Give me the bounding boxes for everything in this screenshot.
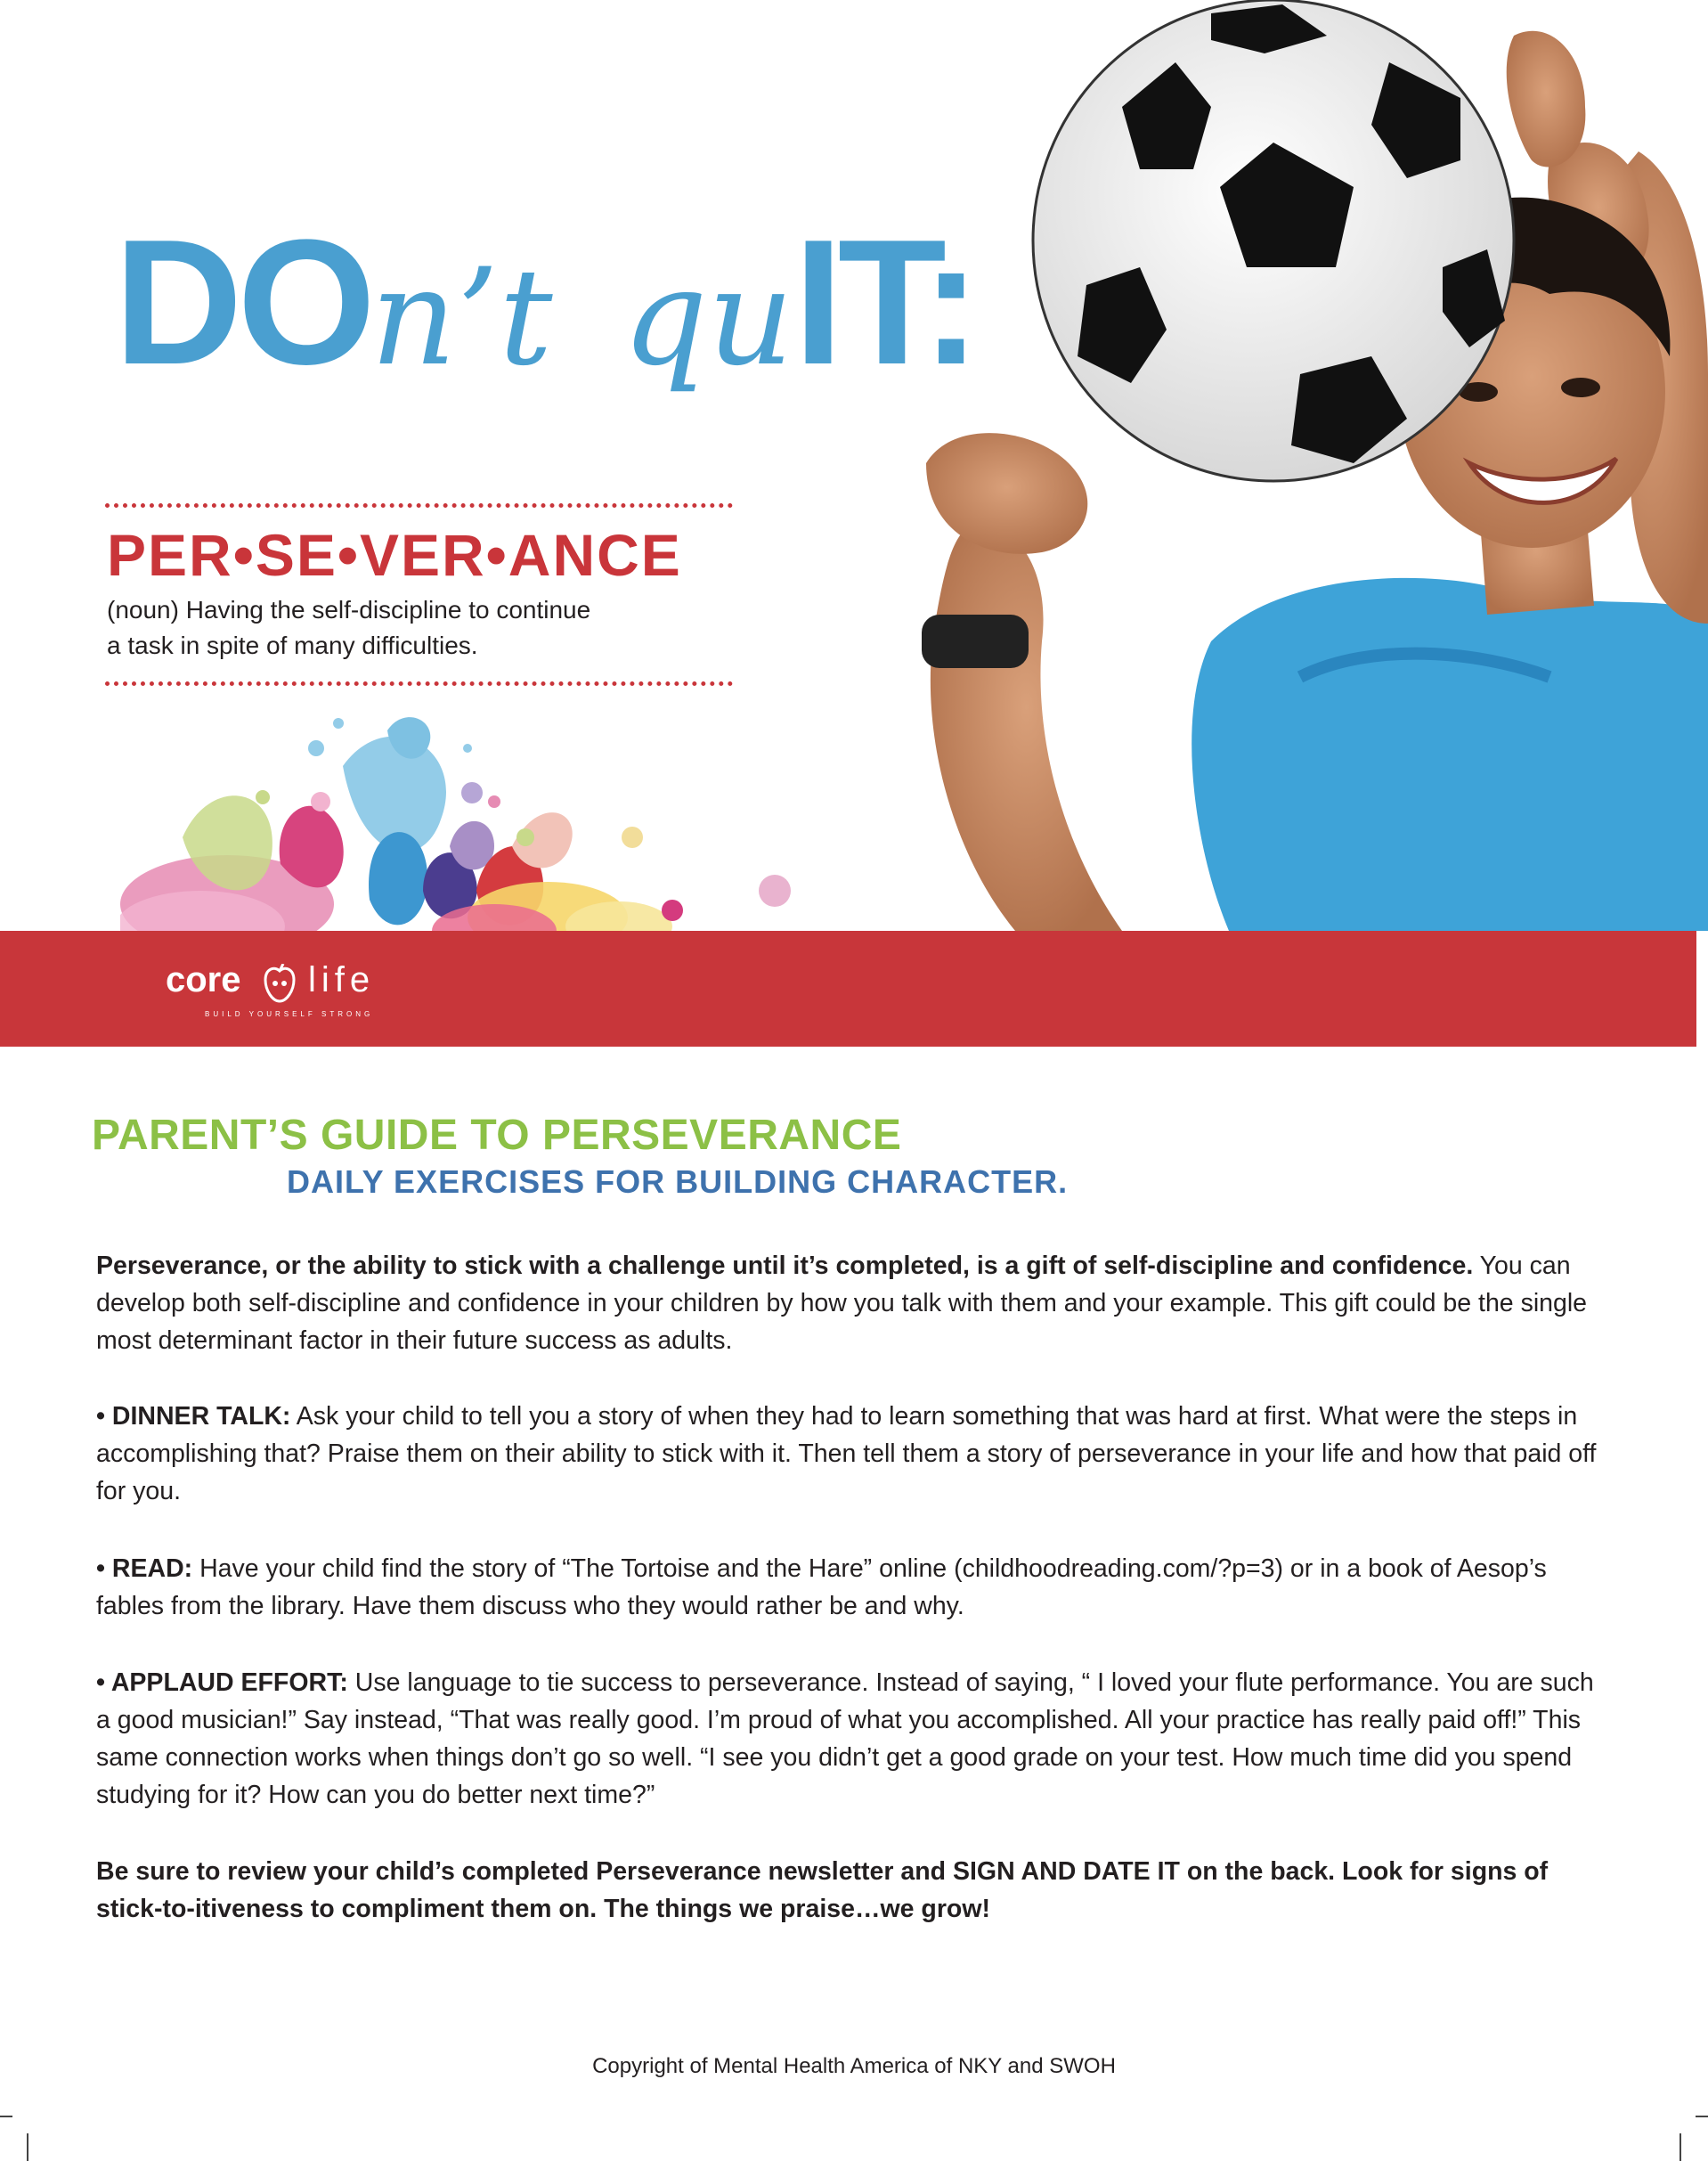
dinner-talk-label: • DINNER TALK:	[96, 1402, 291, 1431]
headline-qu: qu	[622, 241, 794, 396]
crop-mark	[0, 2116, 12, 2117]
headline	[114, 200, 976, 402]
intro-text: You can develop both self-discipline and confidence in your children by how you talk with them and your example. This gift could be the single most determinant factor in their future success as adults.	[96, 1252, 1588, 1355]
color-splash-graphic	[120, 713, 797, 935]
dinner-talk-text: Ask your child to tell you a story of when they had to learn something that was hard at first. What were the steps in accomplishing that? Praise them on their ability to stick with it. Then tell them a story of perseverance in your life and how that paid off for you.	[96, 1402, 1597, 1505]
dotted-divider-bottom	[105, 681, 733, 686]
crop-mark	[1696, 2116, 1708, 2117]
intro-paragraph	[96, 1247, 1610, 1359]
guide-title: PARENT’S GUIDE TO PERSEVERANCE	[92, 1112, 902, 1159]
headline-it: IT:	[793, 203, 976, 402]
applaud-effort-text: Use language to tie success to perseverance. Instead of saying, “ I loved your flute performance. You are such a good musician!” Say instead, “That was really good. I’m proud of what you accomplished. All your practice has really paid off!” This same connection works when things don’t go so well. “I see you didn’t get a good grade on your test. How much time did you spend studying for it? How can you do better next time?”	[96, 1668, 1594, 1809]
apple-core-icon	[262, 964, 297, 1005]
dinner-talk-paragraph	[96, 1398, 1610, 1510]
headline-nt: n’t	[370, 241, 553, 396]
logo-core-text: core	[166, 960, 241, 999]
definition-line-2: a task in spite of many difficulties.	[107, 632, 478, 659]
definition-line-1: (noun) Having the self-discipline to continue	[107, 596, 591, 624]
logo-life-text: life	[308, 960, 376, 999]
read-text: Have your child find the story of “The Tortoise and the Hare” online (childhoodreading.com/?p=3) or in a book of Aesop’s fables from the library. Have them discuss who they would rather be and why.	[96, 1554, 1547, 1620]
read-paragraph	[96, 1550, 1610, 1625]
applaud-effort-label: • APPLAUD EFFORT:	[96, 1668, 348, 1697]
applaud-effort-paragraph	[96, 1664, 1610, 1814]
intro-bold: Perseverance, or the ability to stick with a challenge until it’s completed, is a gift of self-discipline and confidence.	[96, 1252, 1474, 1280]
definition-text	[107, 592, 730, 664]
definition-word: PER•SE•VER•ANCE	[107, 522, 682, 588]
dotted-divider-top	[105, 503, 733, 508]
logo-tagline: BUILD YOURSELF STRONG	[205, 1010, 374, 1018]
guide-subtitle: DAILY EXERCISES FOR BUILDING CHARACTER.	[287, 1163, 1069, 1200]
headline-do: DO	[114, 203, 370, 402]
copyright-notice: Copyright of Mental Health America of NKY and SWOH	[592, 2054, 1116, 2078]
read-label: • READ:	[96, 1554, 193, 1583]
closing-paragraph: Be sure to review your child’s completed Perseverance newsletter and SIGN AND DATE IT on the back. Look for signs of stick-to-itiveness to compliment them on. The things we praise…we grow!	[96, 1857, 1549, 1923]
red-banner	[0, 931, 1696, 1047]
crop-mark	[27, 2133, 28, 2161]
boy-with-soccer-ball-photo	[748, 0, 1708, 931]
crop-mark	[1680, 2133, 1681, 2161]
